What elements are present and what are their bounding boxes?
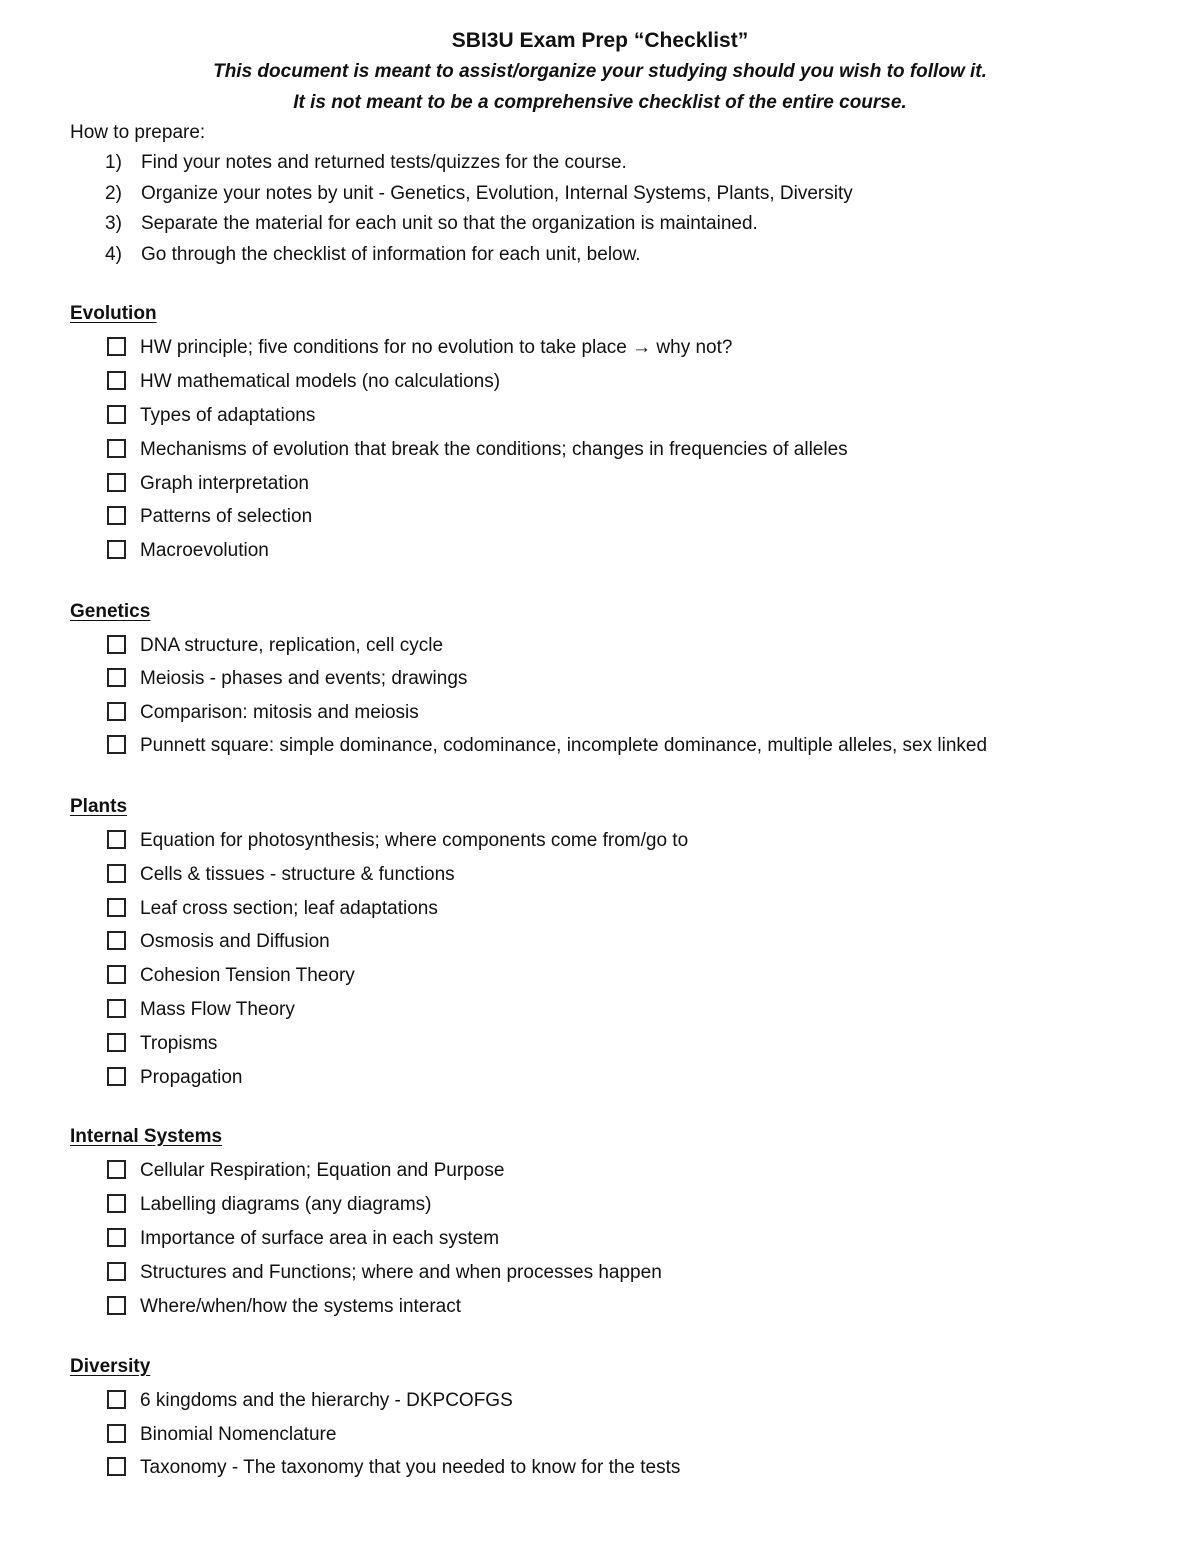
- step-text: Separate the material for each unit so that the organization is maintained.: [141, 213, 758, 234]
- prepare-step: [105, 150, 627, 176]
- checklist-item[interactable]: [107, 369, 500, 395]
- checkbox[interactable]: [107, 337, 126, 356]
- checkbox[interactable]: [107, 1228, 126, 1247]
- checklist-item[interactable]: [107, 1422, 336, 1448]
- step-text: Organize your notes by unit - Genetics, Evolution, Internal Systems, Plants, Diversity: [141, 183, 853, 204]
- checkbox[interactable]: [107, 635, 126, 654]
- step-text: Go through the checklist of information for each unit, below.: [141, 244, 641, 265]
- step-number: 4): [105, 244, 122, 265]
- checkbox[interactable]: [107, 735, 126, 754]
- checklist-item[interactable]: [107, 1226, 499, 1252]
- checklist-item-label: Where/when/how the systems interact: [140, 1296, 462, 1317]
- checklist-item-label: Tropisms: [140, 1033, 218, 1054]
- checklist-item[interactable]: [107, 633, 443, 659]
- checklist-item-label: Cells & tissues - structure & functions: [140, 864, 455, 885]
- checkbox[interactable]: [107, 371, 126, 390]
- checklist-item[interactable]: [107, 471, 309, 497]
- checklist-item[interactable]: [107, 1455, 680, 1481]
- checkbox[interactable]: [107, 506, 126, 525]
- prepare-step: [105, 211, 758, 237]
- checklist-item-label: Propagation: [140, 1067, 243, 1088]
- checklist-item[interactable]: [107, 1388, 513, 1414]
- checklist-item-label: Osmosis and Diffusion: [140, 931, 330, 952]
- checklist-item[interactable]: [107, 862, 455, 888]
- checklist-item[interactable]: [107, 538, 269, 564]
- checkbox[interactable]: [107, 864, 126, 883]
- step-text: Find your notes and returned tests/quizzes for the course.: [141, 152, 627, 173]
- checkbox[interactable]: [107, 473, 126, 492]
- checkbox[interactable]: [107, 1296, 126, 1315]
- checkbox[interactable]: [107, 540, 126, 559]
- checkbox[interactable]: [107, 1424, 126, 1443]
- checkbox[interactable]: [107, 1160, 126, 1179]
- checkbox[interactable]: [107, 965, 126, 984]
- checklist-item[interactable]: [107, 1260, 662, 1286]
- checkbox[interactable]: [107, 931, 126, 950]
- checklist-item-label: Structures and Functions; where and when processes happen: [140, 1262, 662, 1283]
- checklist-item-label: HW mathematical models (no calculations): [140, 371, 501, 392]
- checklist-item[interactable]: [107, 929, 330, 955]
- section-heading-genetics: Genetics: [70, 601, 151, 622]
- checklist-item-label: Cohesion Tension Theory: [140, 965, 355, 986]
- checklist-item[interactable]: [107, 1158, 504, 1184]
- checklist-item[interactable]: [107, 896, 438, 922]
- checklist-item[interactable]: [107, 828, 688, 854]
- checkbox[interactable]: [107, 1194, 126, 1213]
- checklist-item-label: Meiosis - phases and events; drawings: [140, 668, 468, 689]
- checklist-item-label: Patterns of selection: [140, 506, 313, 527]
- checklist-item[interactable]: [107, 403, 315, 429]
- checklist-item[interactable]: [107, 335, 732, 361]
- checklist-item-label: Macroevolution: [140, 540, 269, 561]
- checklist-item-label: Labelling diagrams (any diagrams): [140, 1194, 432, 1215]
- checklist-item-label: DNA structure, replication, cell cycle: [140, 635, 444, 656]
- checkbox[interactable]: [107, 1067, 126, 1086]
- checkbox[interactable]: [107, 668, 126, 687]
- checklist-item[interactable]: [107, 504, 312, 530]
- section-heading-diversity: Diversity: [70, 1356, 151, 1377]
- checklist-item-label: Cellular Respiration; Equation and Purpose: [140, 1160, 505, 1181]
- checklist-item-label: Types of adaptations: [140, 405, 316, 426]
- checklist-item[interactable]: [107, 1031, 217, 1057]
- checklist-item-label: Taxonomy - The taxonomy that you needed to know for the tests: [140, 1457, 681, 1478]
- step-number: 3): [105, 213, 122, 234]
- subtitle-line-2: It is not meant to be a comprehensive checklist of the entire course.: [293, 92, 907, 113]
- checklist-item-label: Punnett square: simple dominance, codominance, incomplete dominance, multiple alleles, sex linked: [140, 735, 988, 756]
- checkbox[interactable]: [107, 999, 126, 1018]
- section-heading-internal-systems: Internal Systems: [70, 1126, 223, 1147]
- checkbox[interactable]: [107, 1390, 126, 1409]
- checklist-item-label: 6 kingdoms and the hierarchy - DKPCOFGS: [140, 1390, 513, 1411]
- step-number: 2): [105, 183, 122, 204]
- checklist-item[interactable]: [107, 1065, 242, 1091]
- checkbox[interactable]: [107, 1262, 126, 1281]
- checklist-item-label: Equation for photosynthesis; where components come from/go to: [140, 830, 689, 851]
- checklist-item-label: Leaf cross section; leaf adaptations: [140, 898, 438, 919]
- checklist-item[interactable]: [107, 437, 848, 463]
- checklist-item[interactable]: [107, 700, 419, 726]
- checklist-item-label: Graph interpretation: [140, 473, 309, 494]
- checklist-item[interactable]: [107, 963, 355, 989]
- prepare-step: [105, 242, 641, 268]
- checklist-item[interactable]: [107, 997, 295, 1023]
- checkbox[interactable]: [107, 898, 126, 917]
- checkbox[interactable]: [107, 1457, 126, 1476]
- checklist-item[interactable]: [107, 733, 987, 759]
- checklist-item-label: Importance of surface area in each system: [140, 1228, 500, 1249]
- checkbox[interactable]: [107, 830, 126, 849]
- how-to-prepare-label: How to prepare:: [70, 122, 206, 143]
- document-title: SBI3U Exam Prep “Checklist”: [451, 29, 749, 52]
- checkbox[interactable]: [107, 439, 126, 458]
- checkbox[interactable]: [107, 1033, 126, 1052]
- section-heading-evolution: Evolution: [70, 303, 157, 324]
- checklist-item-label: HW principle; five conditions for no evolution to take place → why not?: [140, 337, 733, 358]
- checklist-item[interactable]: [107, 666, 467, 692]
- step-number: 1): [105, 152, 122, 173]
- checklist-item-label: Mechanisms of evolution that break the conditions; changes in frequencies of alleles: [140, 439, 848, 460]
- checklist-item-label: Comparison: mitosis and meiosis: [140, 702, 419, 723]
- section-heading-plants: Plants: [70, 796, 128, 817]
- prepare-step: [105, 181, 853, 207]
- checklist-item-label: Binomial Nomenclature: [140, 1424, 337, 1445]
- checklist-item[interactable]: [107, 1192, 431, 1218]
- subtitle-line-1: This document is meant to assist/organize your studying should you wish to follow it.: [213, 61, 987, 82]
- checkbox[interactable]: [107, 702, 126, 721]
- checklist-item[interactable]: [107, 1294, 461, 1320]
- checklist-item-label: Mass Flow Theory: [140, 999, 295, 1020]
- checkbox[interactable]: [107, 405, 126, 424]
